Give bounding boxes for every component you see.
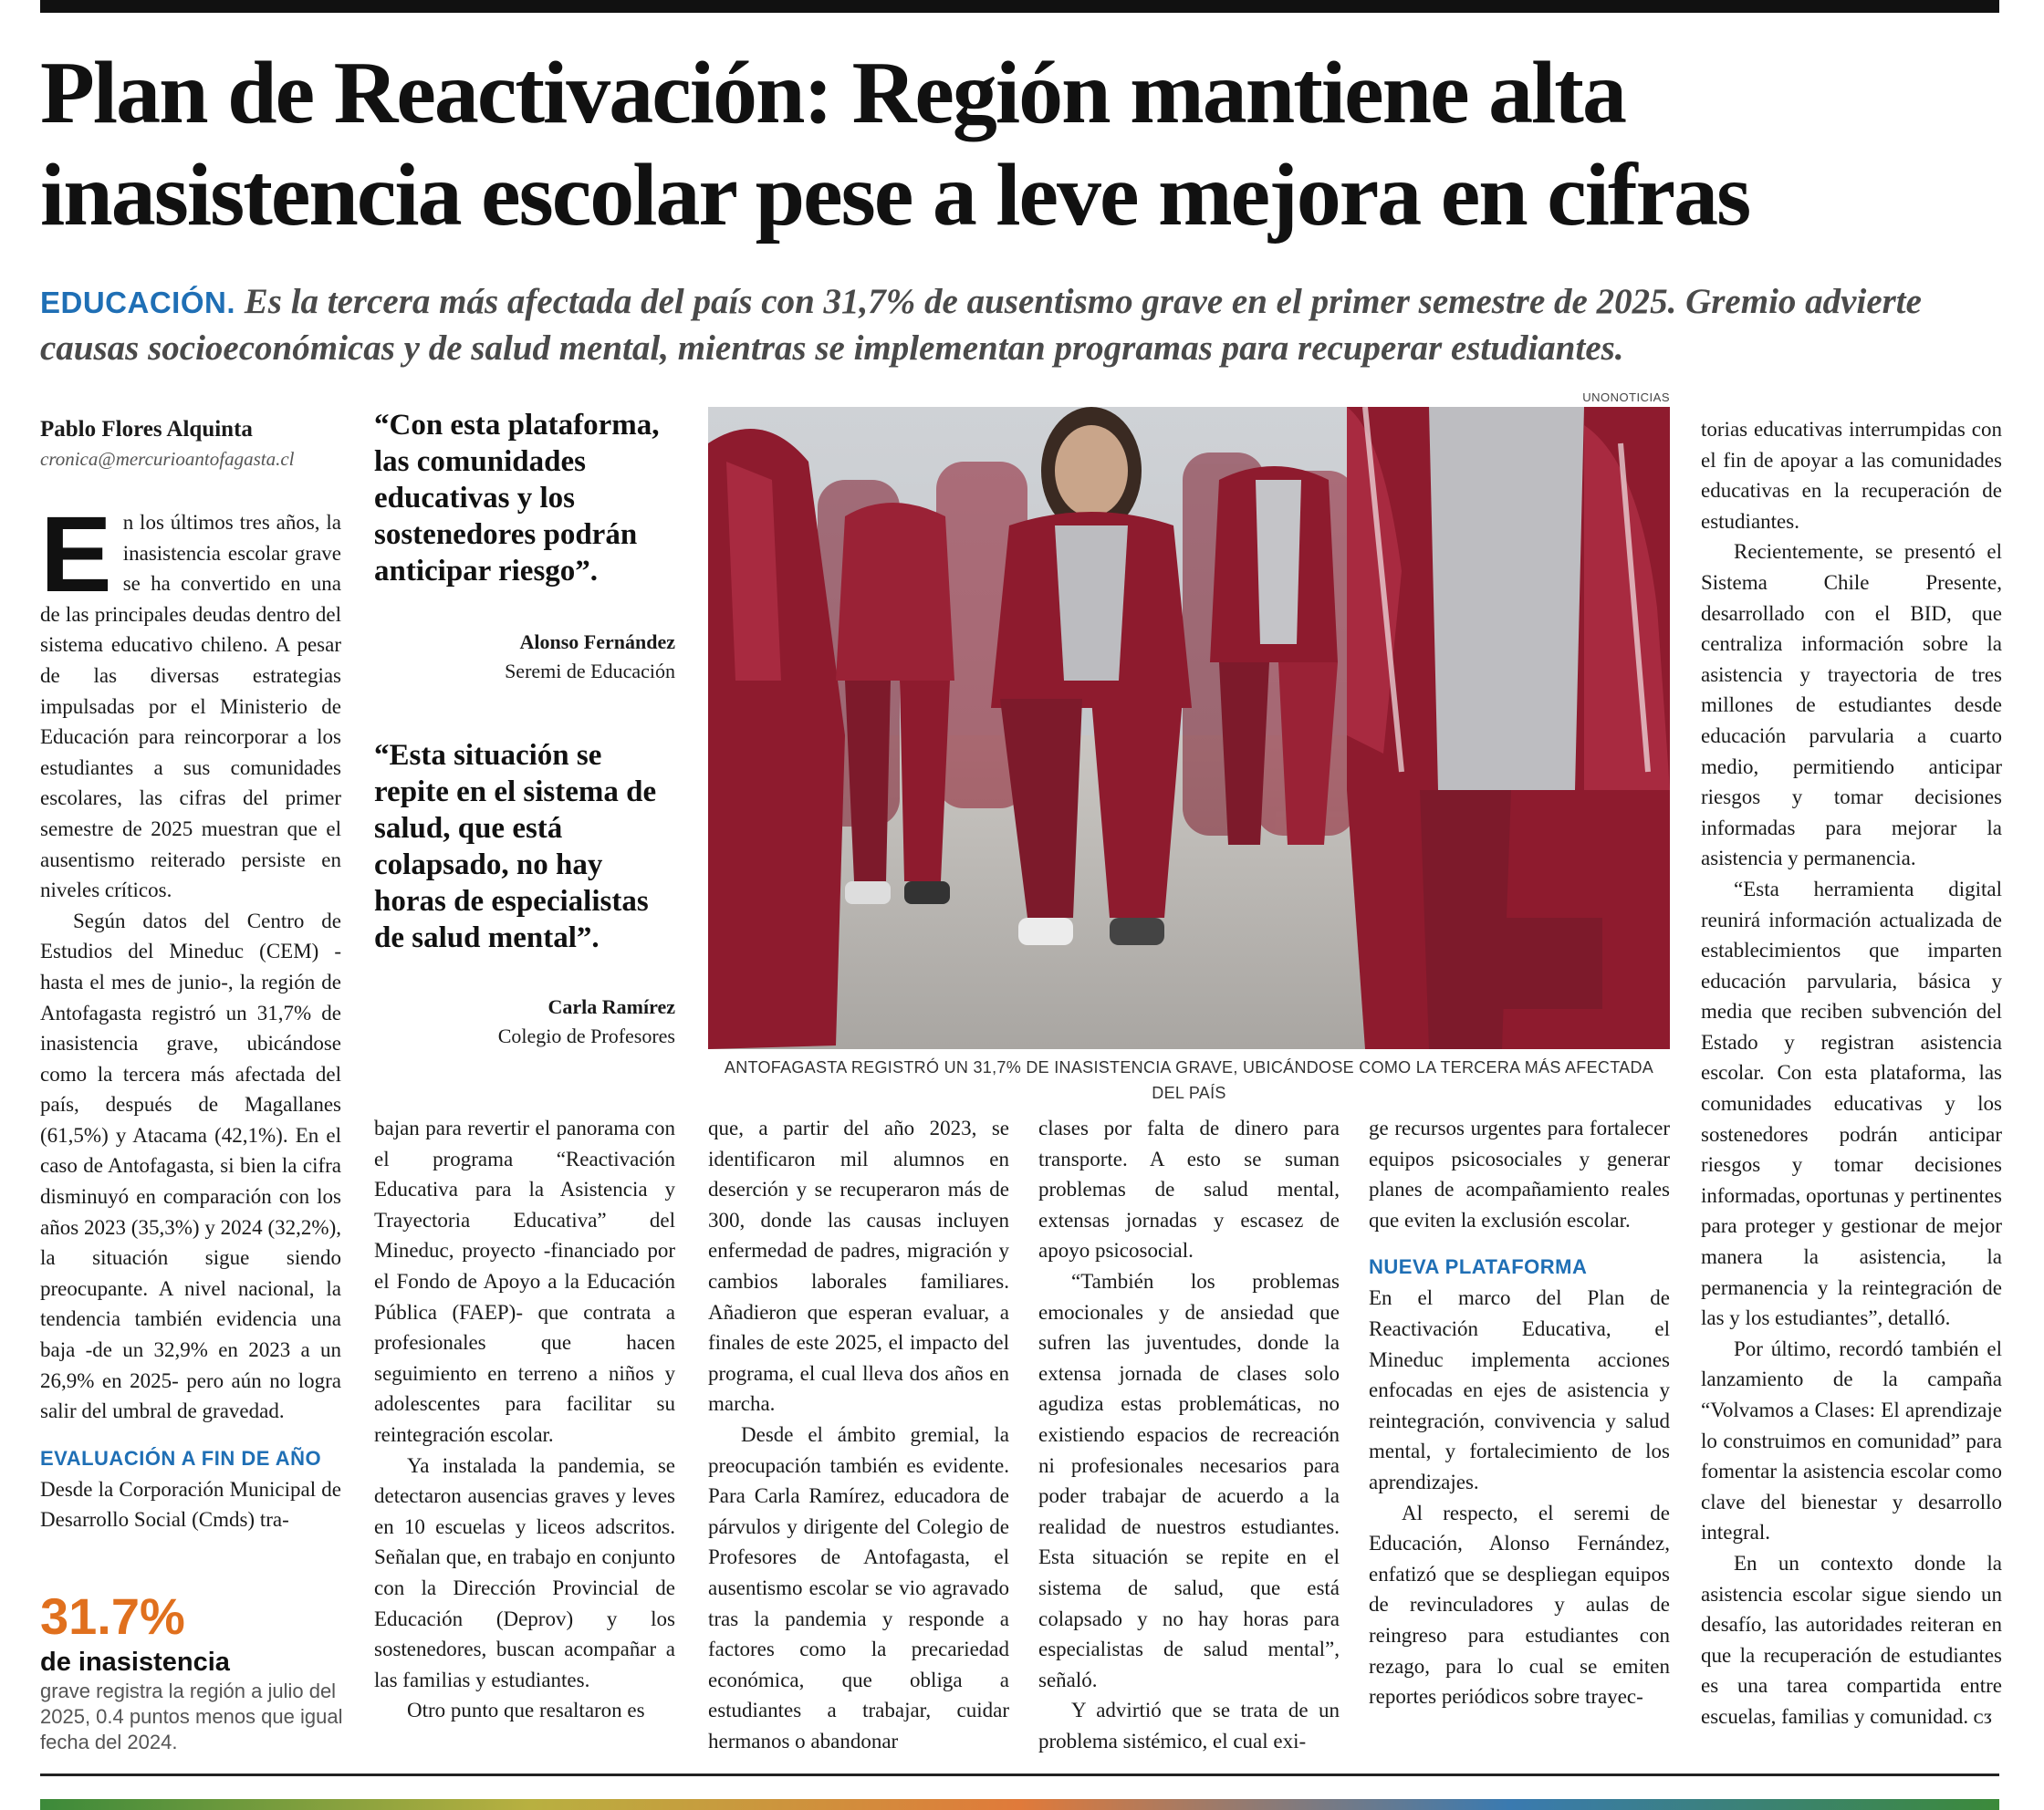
students-photo bbox=[708, 407, 1670, 1049]
column-6 bbox=[1701, 414, 2002, 1732]
stat-box bbox=[40, 1587, 350, 1755]
paragraph: clases por falta de dinero para transporte. A esto se suman problemas de salud mental, extensas jornadas y escasez de apoyo psicosocial. bbox=[1038, 1117, 1340, 1263]
deck bbox=[40, 279, 2011, 371]
paragraph: Según datos del Centro de Estudios del Mineduc (CEM) -hasta el mes de junio-, la región de Antofagasta registró un 31,7% de inasistencia grave, ubicándose como la tercera más afectada del país, después de Magallanes (61,5%) y Atacama (42,1%). En el caso de Antofagasta, si bien la cifra disminuyó en comparación con los años 2023 (35,3%) y 2024 (32,2%), la situación sigue siendo preocupante. A nivel nacional, la tendencia también evidencia una baja -de un 32,9% en 2023 a un 26,9% en 2025- pero aún no logra salir del umbral de gravedad. bbox=[40, 909, 341, 1423]
paragraph: que, a partir del año 2023, se identificaron mil alumnos en deserción y se recuperaron más de 300, donde las causas incluyen enfermedad de padres, migración y cambios laborales familiares. Añadieron que esperan evaluar, a finales de este 2025, el impacto del programa, el cual lleva dos años en marcha. bbox=[708, 1117, 1009, 1416]
headline-line-2: inasistencia escolar pese a leve mejora en cifras bbox=[40, 146, 1750, 244]
paragraph: “También los problemas emocionales y de ansiedad que sufren las juventudes, donde la extensa jornada de clases solo agudiza estas problemáticas, no existiendo espacios de recreación ni profesionales necesarios para poder trabajar de acuerdo a la realidad de nuestros estudiantes. Esta situación se repite en el sistema de salud, que está colapsado y no hay horas para especialistas de salud mental”, señaló. bbox=[1038, 1269, 1340, 1691]
stat-label: de inasistencia bbox=[40, 1648, 230, 1677]
author-email: cronica@mercurioantofagasta.cl bbox=[40, 448, 295, 470]
photo-caption: ANTOFAGASTA REGISTRÓ UN 31,7% DE INASISTENCIA GRAVE, UBICÁNDOSE COMO LA TERCERA MÁS AFECTADA DEL PAÍS bbox=[724, 1058, 1654, 1102]
paragraph: En un contexto donde la asistencia escolar sigue siendo un desafío, las autoridades reiteran en que la recuperación de estudiantes es una tarea compartida entre escuelas, familias y comunidad. ᴄᴣ bbox=[1701, 1551, 2002, 1728]
paragraph: Por último, recordó también el lanzamiento de la campaña “Volvamos a Clases: El aprendizaje lo construimos en comunidad” para fomentar la asistencia escolar como clave del bienestar y desarrollo integral. bbox=[1701, 1337, 2002, 1545]
author-name: Pablo Flores Alquinta bbox=[40, 417, 253, 442]
column-2 bbox=[374, 1113, 675, 1726]
section-label: EDUCACIÓN. bbox=[40, 286, 236, 319]
stat-description: grave registra la región a julio del 2025, 0.4 puntos menos que igual fecha del 2024. bbox=[40, 1680, 343, 1753]
column-3 bbox=[708, 1113, 1009, 1756]
end-mark-icon: ᴄᴣ bbox=[1973, 1704, 1993, 1728]
column-1 bbox=[40, 494, 341, 1535]
top-rule bbox=[40, 0, 1999, 13]
headline-line-1: Plan de Reactivación: Región mantiene alta bbox=[40, 44, 1625, 142]
paragraph: En el marco del Plan de Reactivación Educativa, el Mineduc implementa acciones enfocadas en ejes de asistencia y reintegración, convivencia y salud mental, y fortalecimiento de los aprendizajes. bbox=[1369, 1286, 1670, 1493]
paragraph: “Esta herramienta digital reunirá información actualizada de establecimientos que imparten educación parvularia, básica y media que reciben subvención del Estado y registran asistencia escolar. Con esta plataforma, las comunidades educativas y los sostenedores podrán anticipar riesgos y tomar decisiones informadas, oportunas y pertinentes para proteger y gestionar de mejor manera la asistencia, la permanencia y la reintegración de las y los estudiantes”, detalló. bbox=[1701, 877, 2002, 1330]
paragraph: Desde la Corporación Municipal de Desarrollo Social (Cmds) tra- bbox=[40, 1477, 341, 1532]
paragraph: En los últimos tres años, la inasistencia escolar grave se ha convertido en una de las principales deudas dentro del sistema educativo chileno. A pesar de las diversas estrategias impulsadas por el Ministerio de Educación para reincorporar a los estudiantes a sus comunidades escolares, las cifras del primer semestre de 2025 muestran que el ausentismo reiterado persiste en niveles críticos. bbox=[40, 494, 341, 902]
photo-credit: UNONOTICIAS bbox=[1582, 390, 1670, 404]
pull-quote-1: “Con esta plataforma, las comunidades educativas y los sostenedores podrán anticipar riesgo”. bbox=[374, 409, 660, 588]
column-4 bbox=[1038, 1113, 1340, 1756]
pull-quote-2: “Esta situación se repite en el sistema de salud, que está colapsado, no hay horas de especialistas de salud mental”. bbox=[374, 739, 657, 954]
headline bbox=[40, 42, 2011, 246]
students-illustration bbox=[708, 407, 1670, 1049]
subhead-evaluacion: EVALUACIÓN A FIN DE AÑO bbox=[40, 1446, 322, 1470]
drop-cap: E bbox=[40, 494, 112, 615]
stat-number: 31.7% bbox=[40, 1587, 185, 1645]
quote-2-name: Carla Ramírez bbox=[548, 995, 675, 1018]
paragraph: Desde el ámbito gremial, la preocupación también es evidente. Para Carla Ramírez, educadora de párvulos y dirigente del Colegio de Profesores de Antofagasta, el ausentismo escolar se vio agravado tras la pandemia y responde a factores como la precariedad económica, que obliga a estudiantes a trabajar, cuidar hermanos o abandonar bbox=[708, 1422, 1009, 1753]
paragraph: Y advirtió que se trata de un problema sistémico, el cual exi- bbox=[1038, 1699, 1340, 1753]
paragraph: bajan para revertir el panorama con el programa “Reactivación Educativa para la Asistencia y Trayectoria Educativa” del Mineduc, proyecto -financiado por el Fondo de Apoyo a la Educación Pública (FAEP)- que contrata a profesionales que hacen seguimiento en terreno a niños y adolescentes para facilitar su reintegración escolar. bbox=[374, 1117, 675, 1446]
paragraph: ge recursos urgentes para fortalecer equipos psicosociales y generar planes de acompañamiento reales que eviten la exclusión escolar. bbox=[1369, 1117, 1670, 1232]
quote-1-name: Alonso Fernández bbox=[519, 630, 675, 653]
paragraph: Recientemente, se presentó el Sistema Chile Presente, desarrollado con el BID, que centraliza información sobre la asistencia y trayectoria de tres millones de estudiantes desde educación parvularia a cuarto medio, permitiendo anticipar riesgos y tomar decisiones informadas para mejorar la asistencia y permanencia. bbox=[1701, 540, 2002, 870]
byline bbox=[40, 414, 350, 473]
paragraph: Ya instalada la pandemia, se detectaron ausencias graves y leves en 10 escuelas y liceos adscritos. Señalan que, en trabajo en conjunto con la Dirección Provincial de Educación (Deprov) y los sostenedores, buscan acompañar a las familias y estudiantes. bbox=[374, 1453, 675, 1691]
subhead-nueva-plataforma: NUEVA PLATAFORMA bbox=[1369, 1255, 1588, 1279]
bottom-rule bbox=[40, 1774, 1999, 1776]
column-5 bbox=[1369, 1113, 1670, 1712]
paragraph: Al respecto, el seremi de Educación, Alonso Fernández, enfatizó que se despliegan equipos de revinculadores y aulas de reingreso para estudiantes con rezago, para lo cual se emiten reportes periódicos sobre trayec- bbox=[1369, 1501, 1670, 1709]
next-article-strip bbox=[40, 1799, 1999, 1810]
quote-1-role: Seremi de Educación bbox=[505, 660, 675, 682]
paragraph: Otro punto que resaltaron es bbox=[407, 1699, 645, 1722]
deck-text: Es la tercera más afectada del país con 31,7% de ausentismo grave en el primer semestre de 2025. Gremio advierte causas socioeconómicas y de salud mental, mientras se implementan programas para recuperar estudiantes. bbox=[40, 282, 1922, 368]
quote-2-role: Colegio de Profesores bbox=[497, 1025, 675, 1047]
paragraph: torias educativas interrumpidas con el fin de apoyar a las comunidades educativas en la recuperación de estudiantes. bbox=[1701, 418, 2002, 533]
